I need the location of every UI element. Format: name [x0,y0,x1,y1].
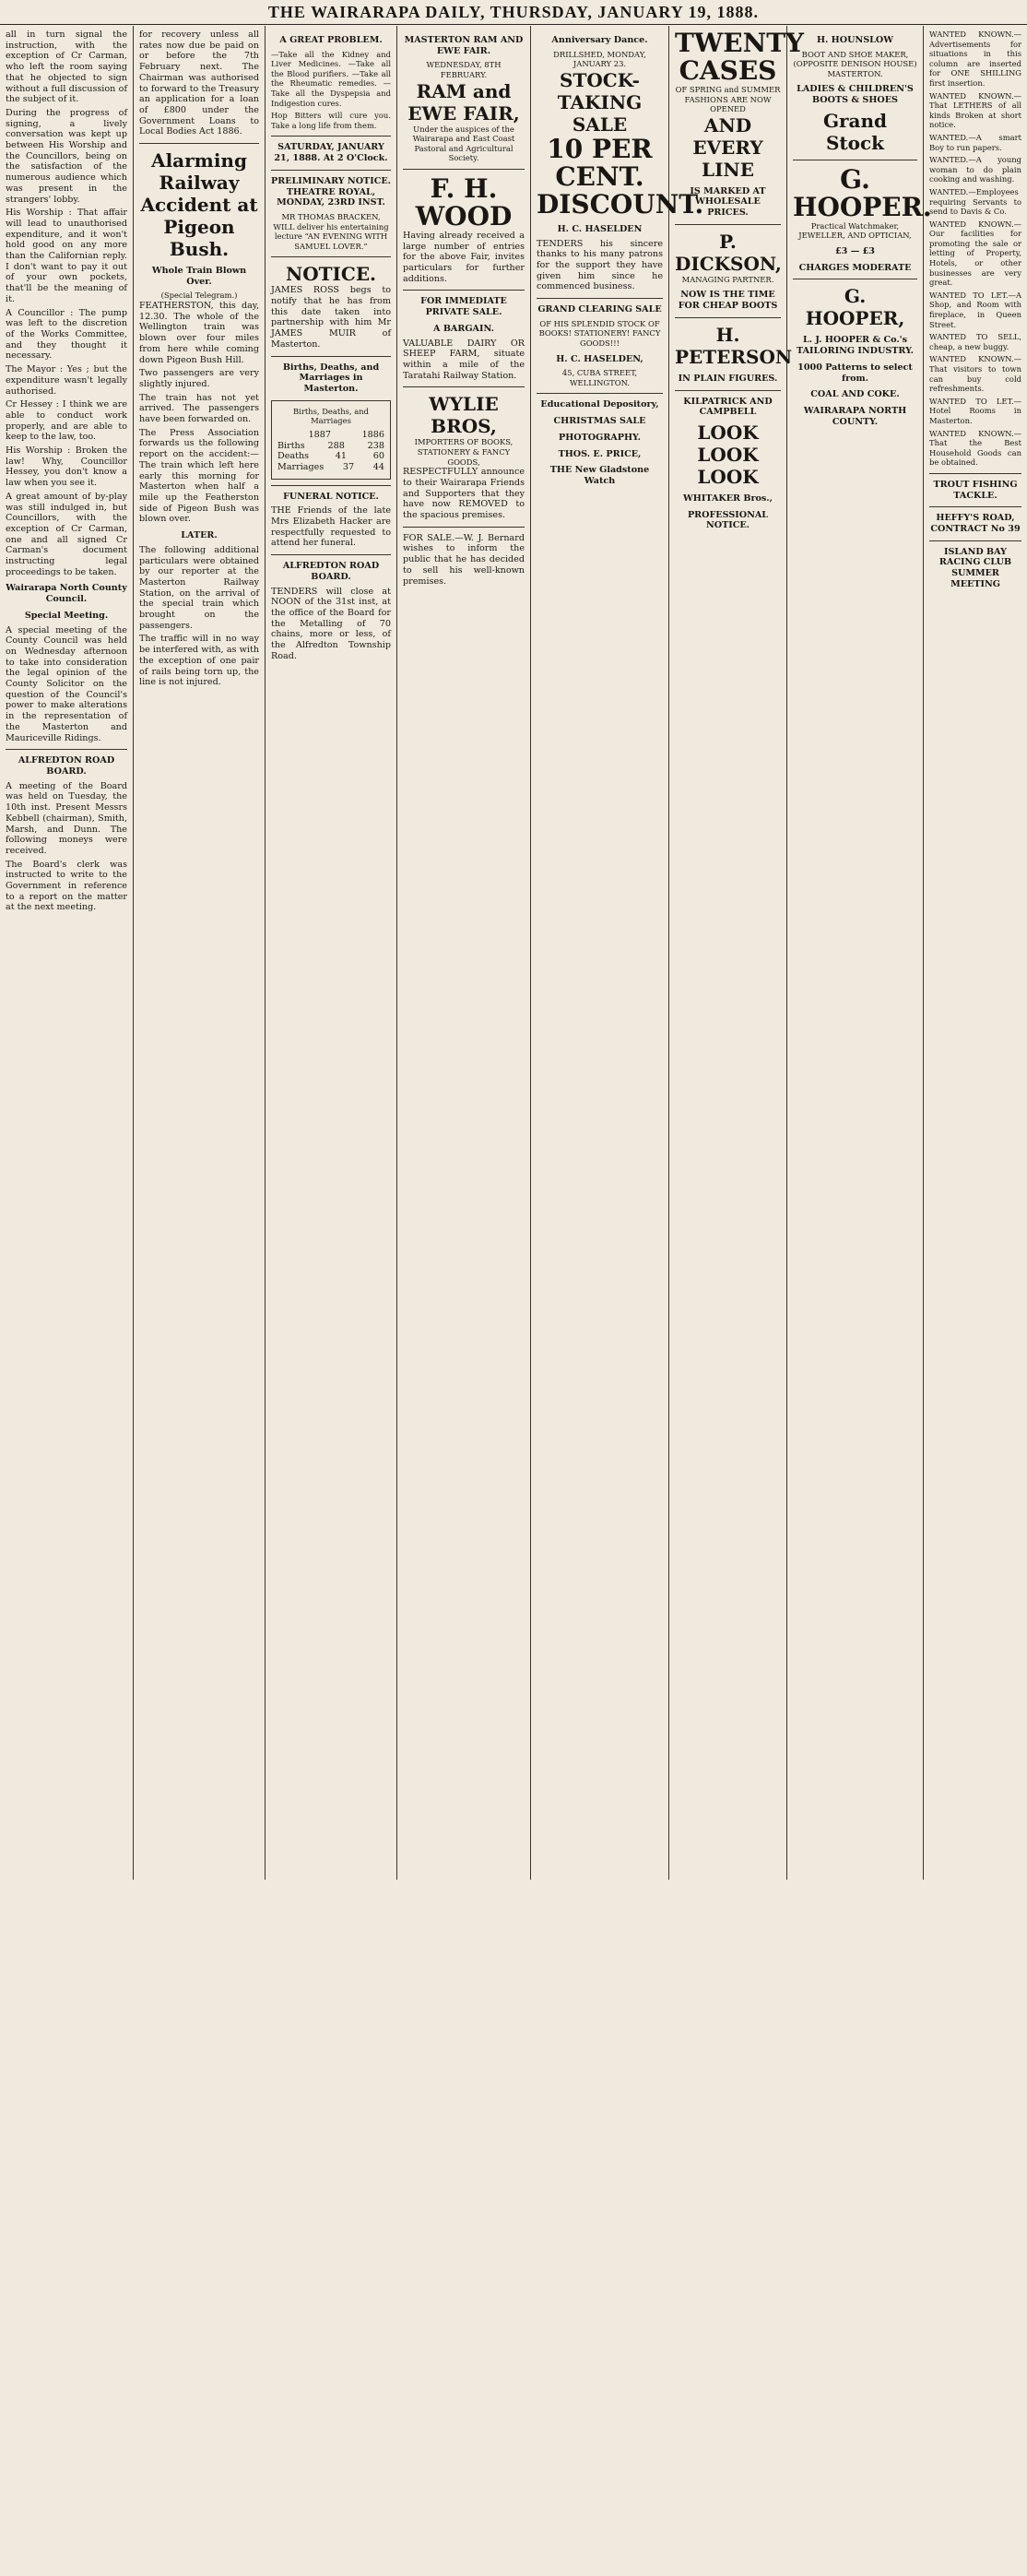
column-1 [0,26,134,1880]
article-paragraph: The Press Association forwards us the following report on the accident:— The train which left here early this morning for Masterton when half a mile up the Featherston side of Pigeon Bush was blown over. [139,427,259,525]
column-3 [266,26,397,1880]
classified-text: WANTED KNOWN.—That LETHERS of all kinds Broken at short notice. [929,90,1021,130]
classified-text: WANTED TO LET.—Hotel Rooms in Masterton. [929,396,1021,425]
ad-heading: PRELIMINARY NOTICE. THEATRE ROYAL, MONDAY, 23RD INST. [271,175,391,208]
ad-heading: ISLAND BAY RACING CLUB SUMMER MEETING [938,546,1012,589]
stats-heading: Births, Deaths, and Marriages in Masterton. [282,362,380,394]
divider [139,143,259,144]
table-cell: 44 [372,461,384,472]
ad-text: OF SPRING and SUMMER FASHIONS ARE NOW OPENED [675,85,781,114]
divider [403,527,525,528]
ad-title: LOOK LOOK LOOK [697,421,759,488]
article-paragraph: The following additional particulars were obtained by our reporter at the Masterton Railway Station, on the arrival of the special train which brought on the passengers. [139,544,259,631]
ad-heading: HEFFY'S ROAD, CONTRACT No 39 [930,513,1021,535]
table-cell: Deaths [277,451,310,462]
classified-text: WANTED KNOWN.—Advertisements for situations in this column are inserted for ONE SHILLING first insertion. [929,30,1021,88]
ad-title: G. HOOPER. [793,163,932,222]
column-8 [924,26,1027,1880]
classified-text: WANTED KNOWN.—That the Best Household Goods can be obtained. [929,428,1021,468]
article-paragraph: The Mayor : Yes ; but the expenditure wasn't legally authorised. [6,364,127,397]
ad-heading: TROUT FISHING TACKLE. [933,479,1018,501]
ad-text: —Take all the Kidney and Liver Medicines. —Take all the Blood purifiers. —Take all the Rheumatic remedies. —Take all the Dyspepsia and Indigestion cures. [271,49,391,108]
column-5 [531,26,704,1880]
ad-text: IMPORTERS OF BOOKS, STATIONERY & FANCY GOODS, [414,437,514,467]
table-row [277,451,384,462]
notice-text: JAMES ROSS begs to notify that he has from this date taken into partnership with him Mr JAMES MUIR of Masterton. [271,285,391,350]
notice-title: NOTICE. [285,263,377,286]
column-2 [134,26,266,1880]
article-paragraph: The traffic will in no way be interfered with, as with the exception of one pair of rails being torn up, the line is not injured. [139,634,259,688]
classified-text: WANTED.—A smart Boy to run papers. [929,132,1021,152]
ad-heading: H. C. HASELDEN [557,223,643,234]
article-paragraph: all in turn signal the instruction, with the exception of Cr Carman, who left the room saying that he objected to sign without a full discussion of the subject of it. [6,30,127,105]
ad-title: H. PETERSON [675,323,793,368]
ad-title: G. HOOPER, [805,285,905,330]
notice-heading: FUNERAL NOTICE. [283,491,379,502]
table-cell: 60 [372,451,384,462]
ad-heading: SATURDAY, JANUARY 21, 1888. At 2 O'Clock. [274,142,388,164]
ad-text: VALUABLE DAIRY OR SHEEP FARM, situate within a mile of the Taratahi Railway Station. [403,338,525,381]
ad-heading: LADIES & CHILDREN'S BOOTS & SHOES [797,84,914,106]
newspaper-masthead [0,0,1027,25]
column-filler [271,665,391,2325]
notice-heading: ALFREDTON ROAD BOARD. [282,561,380,582]
ad-heading: WAIRARAPA NORTH COUNTY. [803,406,907,427]
column-6 [669,26,805,1880]
ad-title: F. H. WOOD [415,172,513,231]
ad-heading: Educational Depository, [540,399,659,410]
article-title: Alarming Railway Accident at Pigeon Bush. [140,149,258,261]
classified-text: WANTED TO LET.—A Shop, and Room with fireplace, in Queen Street. [929,290,1021,329]
article-paragraph: FEATHERSTON, this day, 12.30. The whole of the Wellington train was blown over four miles from here while coming down Pigeon Bush Hill. [139,301,259,365]
ad-heading: THOS. E. PRICE, [558,448,642,459]
article-paragraph: A meeting of the Board was held on Tuesday, the 10th inst. Present Messrs Kebbell (chairman), Smith, Marsh, and Dunn. The following moneys were received. [6,780,127,856]
ad-heading: MASTERTON RAM AND EWE FAIR. [404,35,524,56]
ad-heading: PHOTOGRAPHY. [559,432,641,443]
divider [929,506,1021,507]
divider [271,485,391,486]
article-paragraph: A Councillor : The pump was left to the discretion of the Works Committee, and they thought it necessary. [6,307,127,362]
column-filler [793,431,917,2091]
ad-heading: IN PLAIN FIGURES. [678,373,778,384]
article-paragraph: His Worship : That affair will lead to unauthorised expenditure, and it won't hold good on any more than the Californian reply. I don't want to pay it out of your own pockets, that'll be the meaning of it. [6,208,127,304]
article-paragraph: Two passengers are very slightly injured. [139,368,259,389]
column-filler [929,594,1021,2254]
ad-heading: COAL AND COKE. [810,389,900,400]
column-filler [537,491,663,2151]
ad-title: P. DICKSON, [675,230,782,275]
ad-heading: £3 — £3 [835,246,875,257]
divider [403,169,525,170]
ad-heading: CHARGES MODERATE [798,262,912,273]
ad-text: Under the auspices of the Wairarapa and East Coast Pastoral and Agricultural Society. [412,124,515,163]
table-row [277,430,384,441]
section-subheading: Special Meeting. [24,610,109,621]
table-cell: 288 [327,440,345,451]
ad-text: RESPECTFULLY announce to their Wairarapa Friends and Supporters that they have now REMOVED to the spacious premises. [403,467,525,520]
divider [675,224,781,225]
ad-title: AND EVERY LINE [692,113,763,181]
section-heading: Wairarapa North County Council. [6,583,127,605]
table-cell: 37 [342,461,355,472]
column-filler [6,916,127,2576]
ad-heading: 1000 Patterns to select from. [797,362,913,384]
ad-title: 10 PER CENT. DISCOUNT. [537,133,704,220]
divider [403,386,525,387]
ad-text: MANAGING PARTNER. [681,274,774,284]
ad-title: STOCK-TAKING SALE [557,68,643,136]
divider [675,390,781,391]
ad-heading: A BARGAIN. [433,323,494,334]
ad-text: OF HIS SPLENDID STOCK OF BOOKS! STATIONERY! FANCY GOODS!!! [538,318,661,348]
ad-heading: WHITAKER Bros., [683,493,773,504]
article-paragraph: Cr Hessey : I think we are able to conduct work properly, and are able to keep to the law, too. [6,399,127,443]
article-paragraph: The Board's clerk was instructed to write to the Government in reference to a report on the matter at the next meeting. [6,859,127,913]
columns [0,26,1027,1880]
divider [675,317,781,318]
table-cell: 41 [335,451,348,462]
divider [271,170,391,171]
article-paragraph: The train has not yet arrived. The passengers have been forwarded on. [139,392,259,425]
table-cell: Marriages [277,461,325,472]
column-filler [139,691,259,2351]
ad-heading: H. HOUNSLOW [816,35,894,45]
divider [929,473,1021,474]
ad-title: Grand Stock [822,109,888,154]
divider [403,290,525,291]
divider [271,136,391,137]
ad-text: WEDNESDAY, 8TH FEBRUARY. [426,60,502,79]
divider [271,256,391,257]
divider [537,393,663,394]
table-row [277,462,384,473]
ad-text: Hop Bitters will cure you. Take a long life from them. [271,111,391,130]
ad-text: MR THOMAS BRACKEN, WILL deliver his entertaining lecture “AN EVENING WITH SAMUEL LOVER.” [273,211,389,251]
table-cell: 1886 [361,429,384,440]
column-7 [787,26,932,1880]
table-cell: Births [277,440,305,451]
ad-text: TENDERS his sincere thanks to his many patrons for the support they have given him since he commenced business. [537,238,663,292]
ad-text: DRILLSHED, MONDAY, JANUARY 23. [553,49,646,69]
article-subtitle: Whole Train Blown Over. [151,266,247,287]
classified-text: WANTED TO SELL, cheap, a new buggy. [929,332,1021,351]
column-filler [675,535,781,2195]
article-paragraph: A special meeting of the County Council was held on Wednesday afternoon to take into consideration the legal opinion of the County Solicitor on the question of the Council's power to make alterations in the representation of the Masterton and Mauriceville Ridings. [6,624,127,743]
section-heading: LATER. [181,530,218,541]
ad-text: Practical Watchmaker, JEWELLER, AND OPTICIAN, [798,220,912,241]
ad-heading: IS MARKED AT WHOLESALE PRICES. [690,185,766,219]
ad-text: 45, CUBA STREET, WELLINGTON. [561,368,638,387]
classified-text: WANTED KNOWN.—That visitors to town can buy cold refreshments. [929,354,1021,394]
ad-heading: CHRISTMAS SALE [553,416,646,427]
ad-heading: H. C. HASELDEN, [556,353,643,364]
ad-heading: L. J. HOOPER & Co.'s TAILORING INDUSTRY. [796,335,915,357]
divider [271,356,391,357]
divider [271,554,391,555]
column-4 [397,26,531,1880]
ad-heading: KILPATRICK AND CAMPBELL [683,396,773,418]
divider [6,749,127,750]
table-cell: 238 [367,440,384,451]
ad-text: BOOT AND SHOE MAKER, (OPPOSITE DENISON HOUSE) MASTERTON. [793,49,917,78]
page-title: THE WAIRARAPA DAILY, THURSDAY, JANUARY 19, 1888. [267,2,760,21]
article-dateline: (Special Telegram.) [160,291,238,301]
classified-text: WANTED KNOWN.—Our facilities for promoting the sale or letting of Property, Hotels, or other businesses are very great. [929,219,1021,288]
column-filler [403,589,525,2250]
ad-title: WYLIE BROS, [429,393,499,438]
notice-text: TENDERS will close at NOON of the 31st inst, at the office of the Board for the Metalling of 70 chains, more or less, of the Alfredton Township Road. [271,586,391,661]
ad-heading: FOR IMMEDIATE PRIVATE SALE. [420,296,507,318]
ad-title: RAM and EWE FAIR, [407,79,520,125]
divider [537,298,663,299]
ad-text: Having already received a large number of entries for the above Fair, invites particulars for further additions. [403,230,525,284]
classified-text: WANTED.—A young woman to do plain cooking and washing. [929,155,1021,184]
ad-heading: PROFESSIONAL NOTICE. [687,509,769,531]
table-cell: 1887 [308,429,331,440]
article-paragraph: During the progress of signing, a lively conversation was kept up between His Worship and the Councillors, being on the satisfaction of the numerous audience which was present in the strangers' lobby. [6,107,127,205]
notice-text: THE Friends of the late Mrs Elizabeth Hacker are respectfully requested to attend her funeral. [271,505,391,549]
table-row [277,441,384,452]
ad-heading: GRAND CLEARING SALE [537,304,662,315]
ad-title: TWENTY CASES [675,28,805,86]
stats-table-title: Births, Deaths, and Marriages [292,406,369,426]
divider [929,540,1021,541]
classified-text: WANTED.—Employees requiring Servants to send to Davis & Co. [929,186,1021,217]
ad-text: FOR SALE.—W. J. Bernard wishes to inform the public that he has decided to sell his well-known premises. [403,532,525,587]
article-paragraph: A great amount of by-play was still indulged in, but Councillors, with the exception of Cr Carman, one and all signed Cr Carman's document instructing legal proceedings to be taken. [6,491,127,577]
ad-heading: NOW IS THE TIME FOR CHEAP BOOTS [678,290,778,312]
ad-heading: THE New Gladstone Watch [549,465,650,486]
article-paragraph: for recovery unless all rates now due be paid on or before the 7th February next. The Chairman was authorised to forward to the Treasury an application for a loan of £800 under the Government Loans to Local Bodies Act 1886. [139,30,259,137]
ad-heading: A GREAT PROBLEM. [279,35,383,45]
section-heading: ALFREDTON ROAD BOARD. [18,755,115,777]
ad-heading: Anniversary Dance. [551,35,648,45]
stats-table [271,400,391,480]
article-paragraph: His Worship : Broken the law! Why, Councillor Hessey, you don't know a law when you see it. [6,445,127,489]
